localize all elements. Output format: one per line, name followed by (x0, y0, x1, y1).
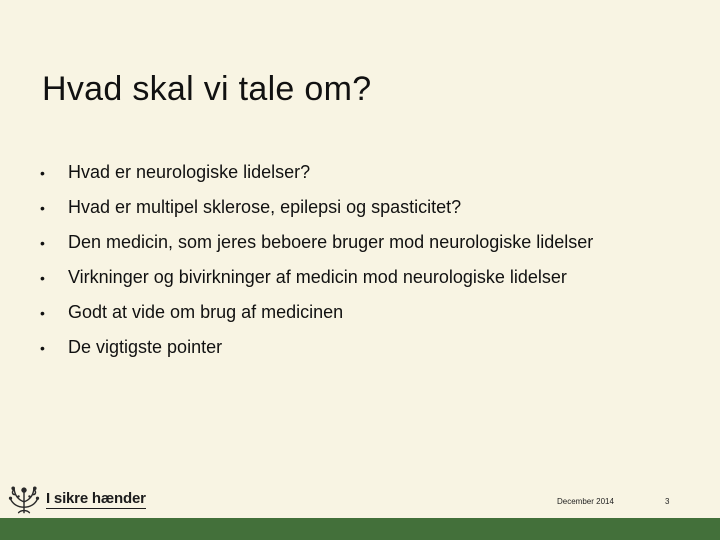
logo (6, 482, 146, 518)
list-item-text: Godt at vide om brug af medicinen (68, 302, 344, 322)
bullet-dot: • (40, 235, 45, 251)
bullet-list (40, 162, 593, 372)
list-item-text: Virkninger og bivirkninger af medicin mod neurologiske lidelser (68, 267, 567, 287)
bullet-dot: • (40, 165, 45, 181)
bullet-dot: • (40, 305, 45, 321)
footer-band (0, 518, 720, 540)
footer-date: December 2014 (557, 497, 614, 506)
floral-crest-icon (6, 482, 42, 518)
logo-text: I sikre hænder (46, 490, 146, 507)
list-item-text: Hvad er multipel sklerose, epilepsi og spasticitet? (68, 197, 462, 217)
list-item-text: De vigtigste pointer (68, 337, 223, 357)
bullet-dot: • (40, 340, 45, 356)
page-number: 3 (665, 497, 670, 506)
list-item-text: Hvad er neurologiske lidelser? (68, 162, 311, 182)
list-item (40, 267, 593, 302)
list-item-text: Den medicin, som jeres beboere bruger mod neurologiske lidelser (68, 232, 594, 252)
list-item (40, 337, 593, 372)
list-item (40, 197, 593, 232)
bullet-dot: • (40, 270, 45, 286)
list-item (40, 232, 593, 267)
list-item (40, 162, 593, 197)
list-item (40, 302, 593, 337)
bullet-dot: • (40, 200, 45, 216)
slide-title: Hvad skal vi tale om? (42, 70, 372, 108)
